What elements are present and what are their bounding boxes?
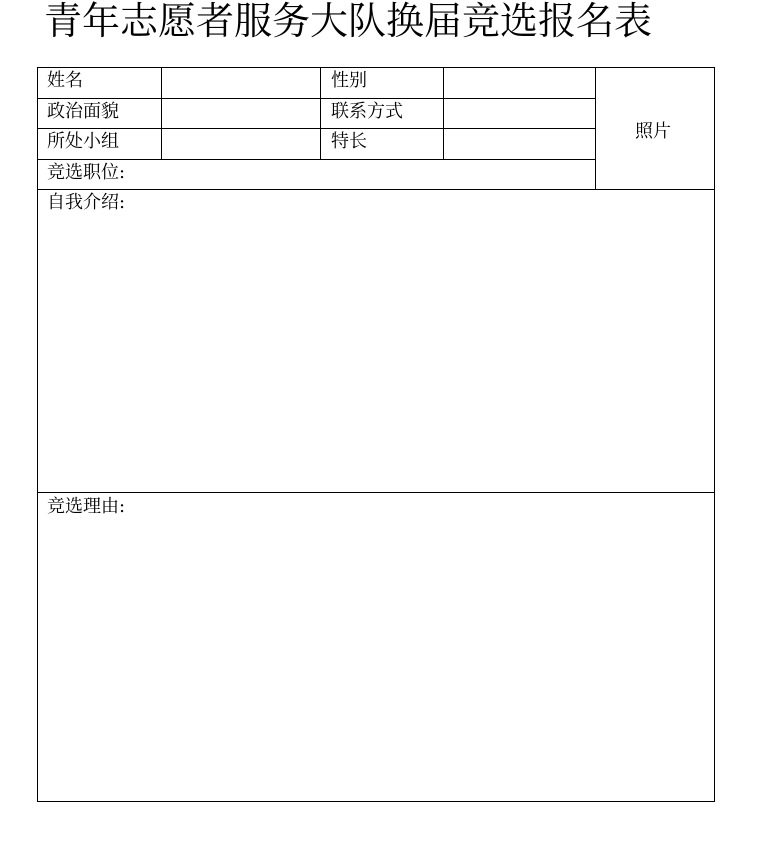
name-label: 姓名	[47, 70, 83, 91]
position-field[interactable]	[138, 160, 595, 189]
grid-line	[38, 492, 714, 493]
registration-form-table	[37, 67, 715, 802]
self-intro-field[interactable]	[38, 216, 714, 492]
political-status-field[interactable]	[162, 99, 320, 128]
photo-box[interactable]	[596, 68, 714, 189]
position-label: 竞选职位:	[47, 162, 126, 183]
grid-line	[38, 189, 714, 190]
grid-line	[320, 68, 321, 159]
contact-field[interactable]	[444, 99, 595, 128]
gender-label: 性别	[331, 70, 367, 91]
specialty-field[interactable]	[444, 129, 595, 159]
photo-label: 照片	[635, 121, 671, 142]
specialty-label: 特长	[331, 131, 367, 152]
group-field[interactable]	[162, 129, 320, 159]
form-title: 青年志愿者服务大队换届竞选报名表	[44, 0, 653, 43]
gender-field[interactable]	[444, 68, 595, 98]
self-intro-label: 自我介绍:	[47, 192, 126, 213]
reason-label: 竞选理由:	[47, 496, 126, 517]
name-field[interactable]	[162, 68, 320, 98]
group-label: 所处小组	[47, 131, 119, 152]
contact-label: 联系方式	[331, 101, 403, 122]
reason-field[interactable]	[38, 520, 714, 801]
political-status-label: 政治面貌	[47, 101, 119, 122]
